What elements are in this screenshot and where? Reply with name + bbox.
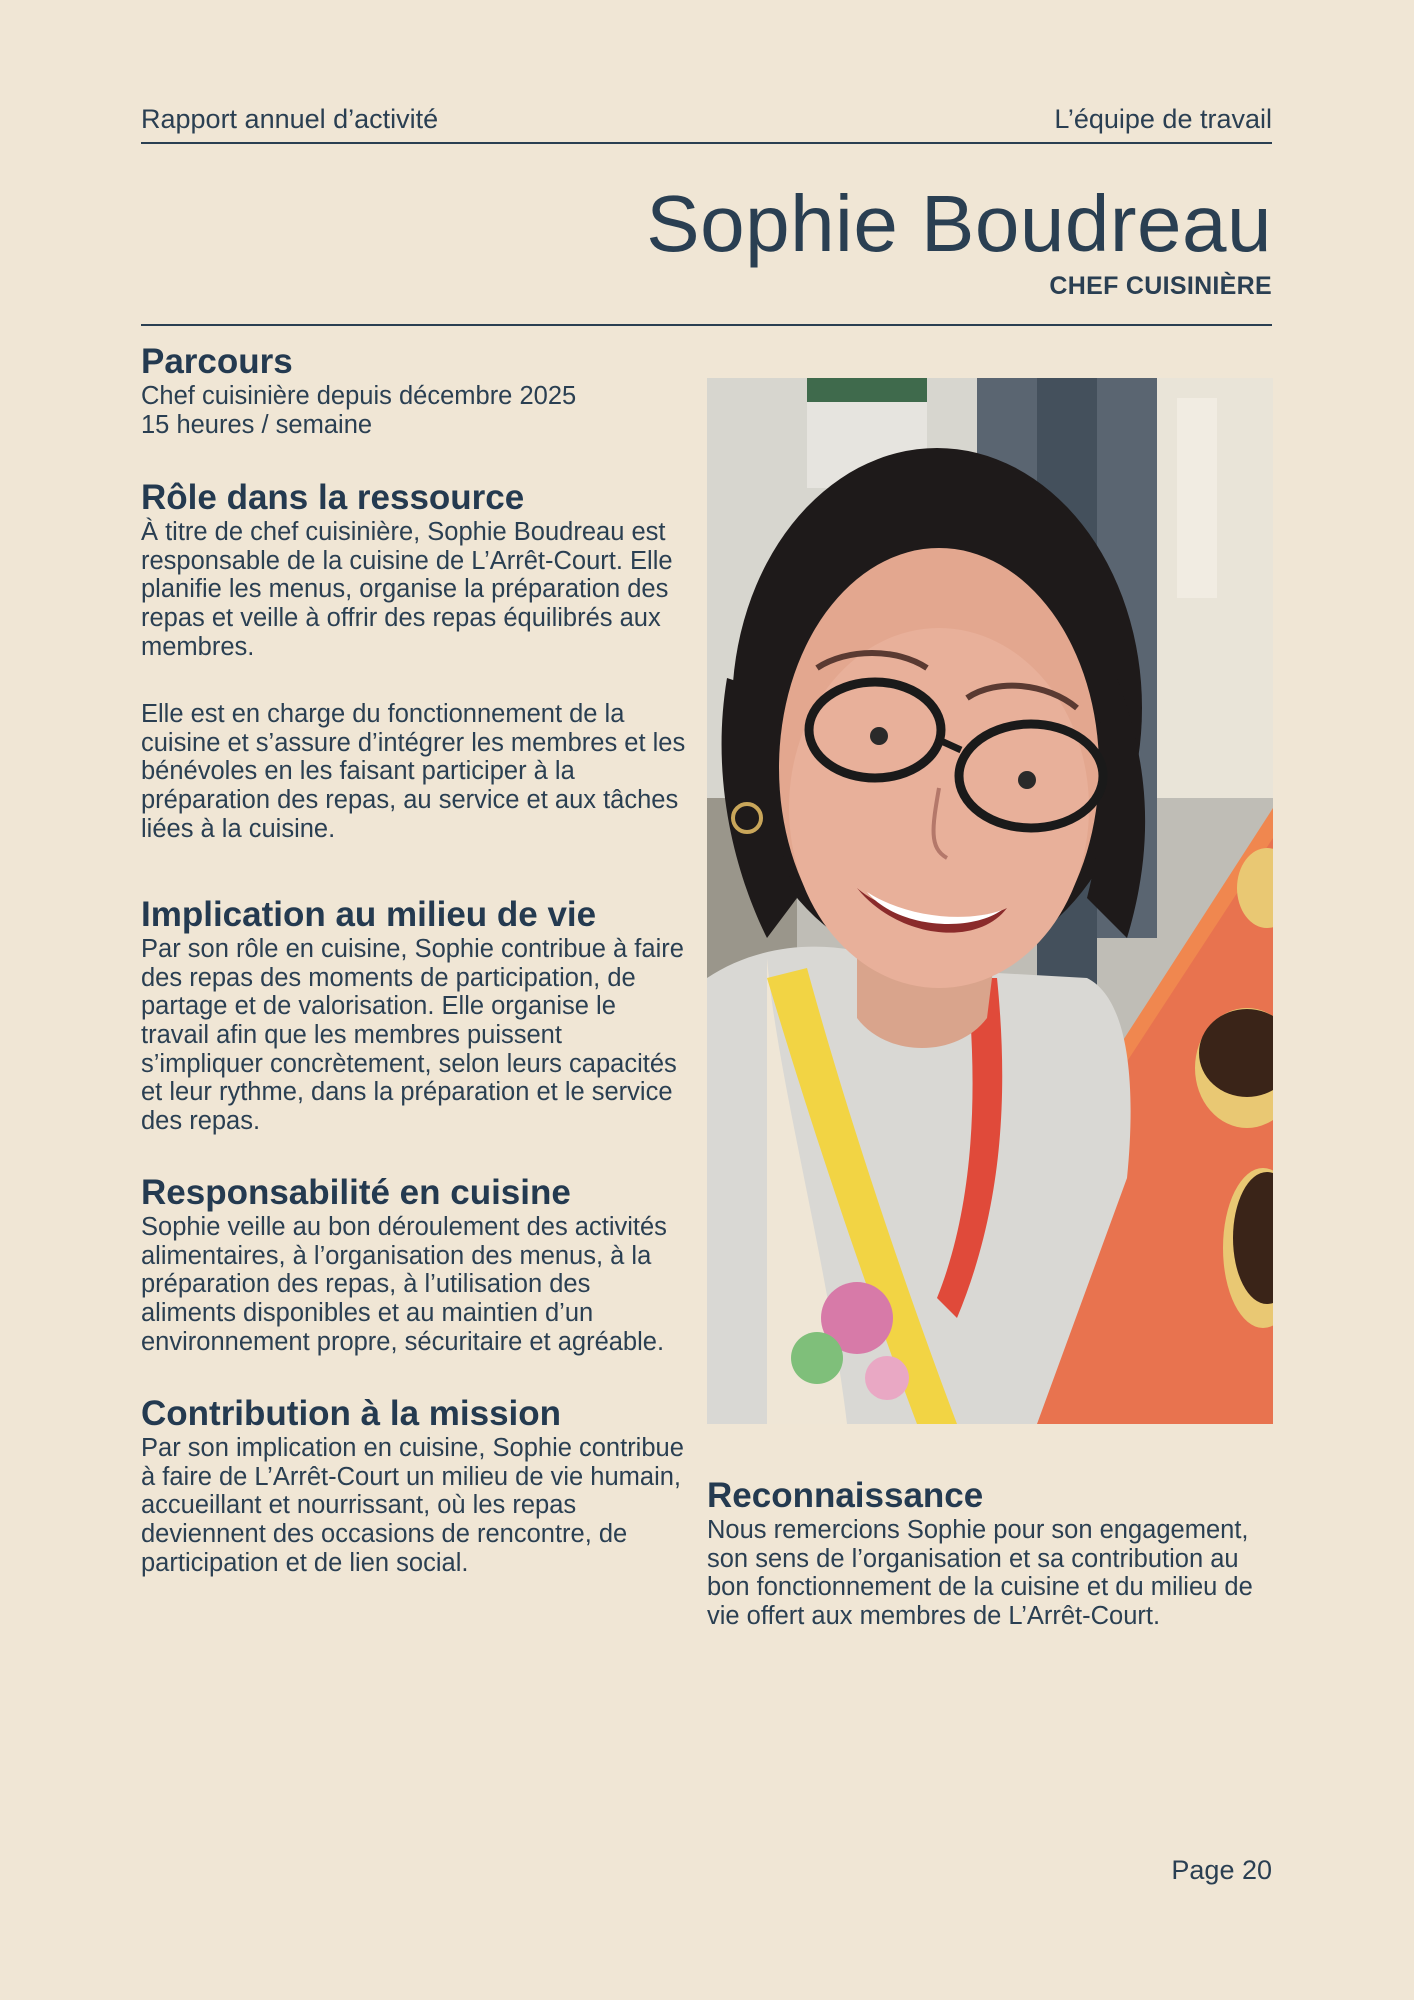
section-paragraph: À titre de chef cuisinière, Sophie Boudreau est responsable de la cuisine de L’Arrêt-Court. Elle planifie les menus, organise la préparation des repas et veille à offrir des repas équilibrés aux membres. (141, 518, 673, 661)
page-number: Page 20 (1171, 1855, 1272, 1885)
section-paragraph: Elle est en charge du fonctionnement de la cuisine et s’assure d’intégrer les membres et les bénévoles en les faisant participer à la préparation des repas, au service et aux tâches liées à la cuisine. (141, 700, 686, 843)
section-paragraph: Par son implication en cuisine, Sophie contribue à faire de L’Arrêt-Court un milieu de vie humain, accueillant et nourrissant, où les repas deviennent des occasions de rencontre, de participation et de lien social. (141, 1434, 684, 1577)
section-heading: Rôle dans la ressource (141, 478, 525, 518)
section-parcours (141, 342, 686, 439)
report-title: Rapport annuel d’activité (141, 104, 439, 134)
section-reconnaissance (707, 1476, 1273, 1630)
section-paragraph: Par son rôle en cuisine, Sophie contribue à faire des repas des moments de participation, de partage et de valorisation. Elle organise le travail afin que les membres puissent s’impliquer concrètement, selon leurs capacités et leur rythme, dans la préparation et le service des repas. (141, 935, 684, 1135)
section-implication (141, 895, 686, 1135)
left-column (141, 342, 686, 1577)
section-responsabilite (141, 1173, 686, 1356)
section-heading: Reconnaissance (707, 1476, 984, 1515)
section-heading: Implication au milieu de vie (141, 895, 597, 935)
section-paragraph: Nous remercions Sophie pour son engagement, son sens de l’organisation et sa contribution au bon fonctionnement de la cuisine et du milieu de vie offert aux membres de L’Arrêt-Court. (707, 1516, 1253, 1630)
section-role (141, 478, 686, 843)
portrait-photo (707, 378, 1273, 1424)
section-contribution (141, 1394, 686, 1577)
person-role: CHEF CUISINIÈRE (1049, 272, 1272, 300)
parcours-line: Chef cuisinière depuis décembre 2025 (141, 382, 577, 410)
section-title: L’équipe de travail (1054, 104, 1272, 134)
parcours-line: 15 heures / semaine (141, 410, 373, 439)
section-heading: Parcours (141, 342, 293, 381)
person-name: Sophie Boudreau (646, 179, 1272, 268)
section-paragraph: Sophie veille au bon déroulement des activités alimentaires, à l’organisation des menus, à la préparation des repas, à l’utilisation des aliments disponibles et au maintien d’un environnement propre, sécuritaire et agréable. (141, 1213, 667, 1356)
running-header (141, 104, 1272, 144)
section-heading: Contribution à la mission (141, 1394, 562, 1434)
divider (141, 324, 1272, 326)
section-heading: Responsabilité en cuisine (141, 1173, 571, 1213)
